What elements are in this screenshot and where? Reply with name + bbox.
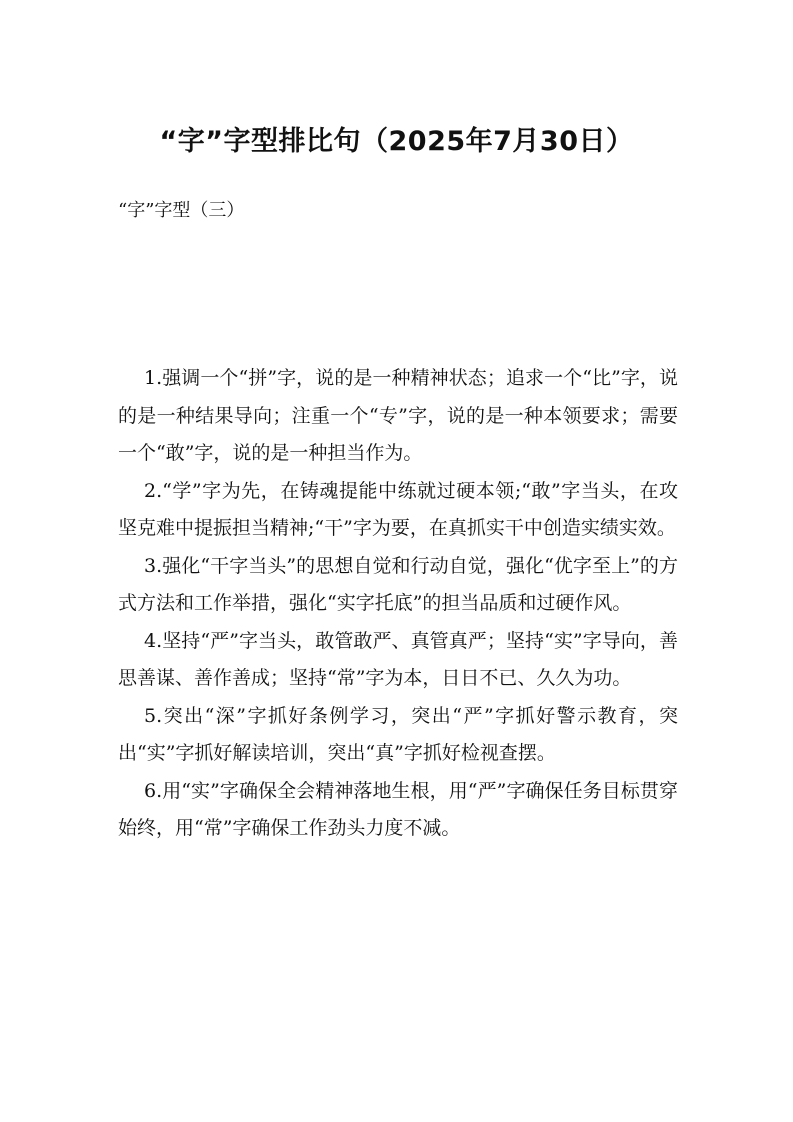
paragraph-6: 6.用“实”字确保全会精神落地生根，用“严”字确保任务目标贯穿始终，用“常”字确保工作劲头力度不减。 bbox=[118, 779, 678, 839]
paragraph-2: 2.“学”字为先，在铸魂提能中练就过硬本领;“敢”字当头，在攻坚克难中提振担当精神;“干”字为要，在真抓实干中创造实绩实效。 bbox=[118, 479, 678, 539]
document-subtitle: “字”字型（三） bbox=[118, 200, 245, 221]
paragraph-3: 3.强化“干字当头”的思想自觉和行动自觉，强化“优字至上”的方式方法和工作举措，强化“实字托底”的担当品质和过硬作风。 bbox=[118, 554, 678, 614]
paragraph-5: 5.突出“深”字抓好条例学习，突出“严”字抓好警示教育，突出“实”字抓好解读培训，突出“真”字抓好检视查摆。 bbox=[118, 704, 678, 764]
paragraph-1: 1.强调一个“拼”字，说的是一种精神状态；追求一个“比”字，说的是一种结果导向；注重一个“专”字，说的是一种本领要求；需要一个“敢”字，说的是一种担当作为。 bbox=[118, 367, 678, 464]
paragraph-4: 4.坚持“严”字当头，敢管敢严、真管真严；坚持“实”字导向，善思善谋、善作善成；坚持“常”字为本，日日不已、久久为功。 bbox=[118, 629, 678, 689]
document-body bbox=[118, 360, 678, 848]
document-title: “字”字型排比句（2025年7月30日） bbox=[159, 126, 634, 157]
